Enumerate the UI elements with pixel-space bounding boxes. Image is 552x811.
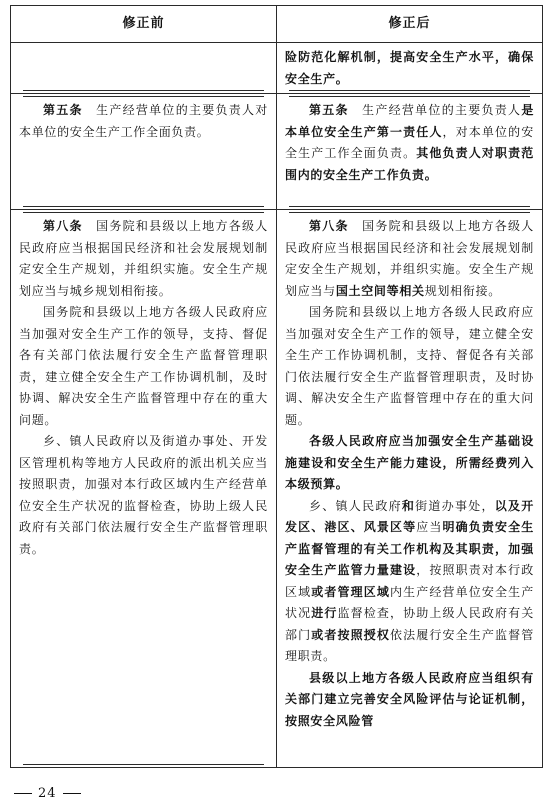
- art8-after-p4-k: 监督检查，协助上级人民政府有关部门: [285, 606, 534, 642]
- art8-before-title: 第八条: [43, 219, 83, 233]
- row1-after-text: 险防范化解机制，提高安全生产水平，确保安全生产。: [285, 50, 534, 86]
- art8-after-p3-text: 各级人民政府应当加强安全生产基础设施建设和安全生产能力建设，所需经费列入本级预算。: [285, 434, 534, 491]
- art5-after-title: 第五条: [309, 103, 349, 117]
- art8-after-p4-m: 依法履行安全生产监督管理职责。: [285, 627, 535, 663]
- header-after: 修正后: [277, 6, 543, 43]
- page-footer: [8, 786, 87, 801]
- art8-after-cell: [277, 210, 543, 768]
- art8-after-p4-g: ，按照职责对本行政区域: [285, 563, 534, 599]
- art8-after-title: 第八条: [309, 219, 349, 233]
- art5-before-text: [19, 94, 268, 143]
- art8-after-p5-text: 县级以上地方各级人民政府应当组织有关部门建立完善安全风险评估与论证机制，按照安全风险管: [285, 670, 534, 728]
- art8-after-p3: [285, 431, 534, 496]
- art8-before-p1-body: 国务院和县级以上地方各级人民政府应当根据国民经济和社会发展规划制定安全生产规划，并组织实施。安全生产规划应当与城乡规划相衔接。: [19, 219, 269, 298]
- art5-after-cell: [277, 94, 543, 210]
- art8-after-p4-b: 和: [401, 498, 416, 513]
- art8-after-p4-d: 以及开发区、港区、风景区等: [285, 498, 535, 534]
- art8-after-p4-j: 进行: [311, 606, 338, 620]
- art5-after-d: 其他负责人对职责范围内的安全生产工作负责。: [285, 146, 534, 182]
- art5-after-text: [285, 94, 534, 186]
- art8-after-p1-c: 规划相衔接。: [424, 283, 501, 298]
- art8-after-p4-h: 或者管理区域: [311, 584, 391, 599]
- art8-before-p2: 国务院和县级以上地方各级人民政府应当加强对安全生产工作的领导，支持、督促各有关部门依法履行安全生产监督管理职责，建立健全安全生产工作协调机制，及时协调、解决安全生产监督管理中存在的重大问题。: [19, 305, 268, 427]
- header-before: 修正前: [11, 6, 277, 43]
- art8-after-p2: 国务院和县级以上地方各级人民政府应当加强对安全生产工作的领导，建立健全安全生产工作协调机制，支持、督促各有关部门依法履行安全生产监督管理职责，及时协调、解决安全生产监督管理中存在的重大问题。: [285, 305, 534, 427]
- art5-before-title: 第五条: [43, 103, 83, 117]
- art8-after-p4-f: 明确负责安全生产监督管理的有关工作机构及其职责，加强安全生产监管力量建设: [285, 520, 534, 577]
- art8-after-p4: [285, 496, 534, 668]
- art8-before-p1: [19, 210, 268, 302]
- art8-after-p1-b: 国土空间等相关: [335, 283, 425, 298]
- art8-before-cell: [11, 210, 277, 768]
- art5-after-c: ，对本单位的安全生产工作全面负责。: [285, 124, 534, 160]
- art8-before-p3: 乡、镇人民政府以及街道办事处、开发区管理机构等地方人民政府的派出机关应当按照职责，加强对本行政区域内生产经营单位安全生产状况的监督检查，协助上级人民政府有关部门依法履行安全生产监督管理职责。: [19, 434, 268, 556]
- row1-before-cell: [11, 43, 277, 94]
- art5-after-b: 是本单位安全生产第一责任人: [285, 103, 535, 139]
- art8-after-p4-l: 或者按照授权: [311, 627, 391, 642]
- art8-after-p4-e: 应当: [416, 520, 443, 534]
- footer-dash-left: [14, 793, 32, 794]
- art8-after-p4-i: 内生产经营单位安全生产状况: [285, 584, 535, 620]
- art8-after-p4-a: 乡、镇人民政府: [309, 498, 402, 513]
- art5-before-cell: [11, 94, 277, 210]
- footer-dash-right: [63, 793, 81, 794]
- art8-after-p4-c: 街道办事处，: [415, 498, 495, 513]
- art8-after-p1-a: 国务院和县级以上地方各级人民政府应当根据国民经济和社会发展规划制定安全生产规划，并组织实施。安全生产规划应当与: [285, 219, 535, 298]
- comparison-table: [10, 5, 543, 768]
- art5-before-body: 生产经营单位的主要负责人对本单位的安全生产工作全面负责。: [19, 103, 269, 139]
- art5-after-a: 生产经营单位的主要负责人: [362, 103, 522, 117]
- art8-after-p5: [285, 668, 534, 733]
- page-number: 24: [38, 786, 57, 801]
- row1-after-cell: [277, 43, 543, 94]
- art8-after-p1: [285, 210, 534, 302]
